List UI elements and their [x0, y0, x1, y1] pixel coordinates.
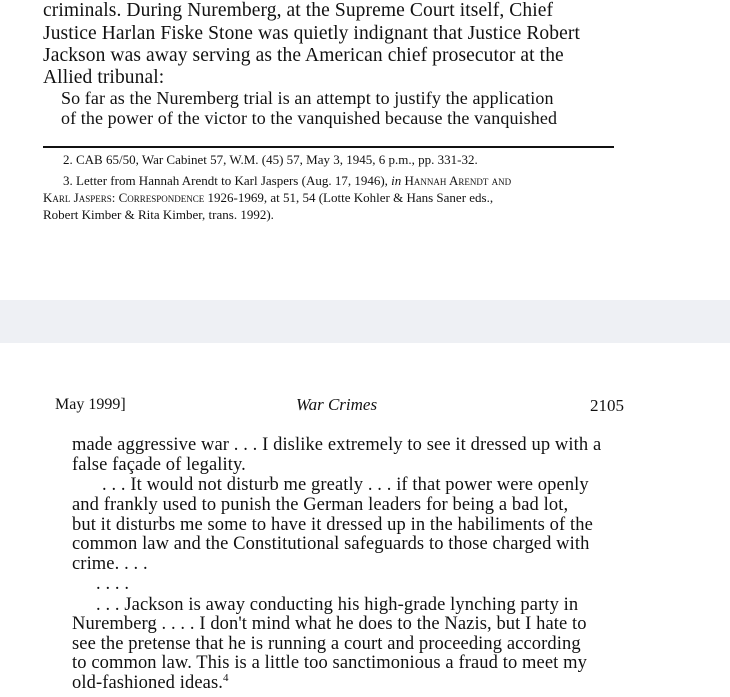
quote-line: false façade of legality.	[72, 455, 246, 475]
footnote-divider	[43, 146, 614, 148]
page-number: 2105	[590, 396, 624, 415]
body-line: Justice Harlan Fiske Stone was quietly indignant that Justice Robert	[43, 23, 581, 44]
footnote-3-line-2	[43, 189, 493, 207]
footnote-text: , at 51, 54 (Lotte Kohler & Hans Saner eds.,	[263, 190, 494, 205]
body-line: criminals. During Nuremberg, at the Supreme Court itself, Chief	[43, 0, 554, 21]
quote-line: . . . It would not disturb me greatly . . . if that power were openly	[102, 475, 589, 495]
footnote-text: in	[391, 173, 402, 188]
quote-line-last	[72, 674, 229, 694]
quote-line: . . . Jackson is away conducting his high-grade lynching party in	[96, 595, 579, 615]
quote-line: So far as the Nuremberg trial is an attempt to justify the application	[61, 88, 554, 108]
top-page	[0, 0, 730, 300]
quote-line: to common law. This is a little too sanctimonious a fraud to meet my	[72, 653, 587, 673]
page-separator	[0, 300, 730, 343]
running-header-date: May 1999]	[55, 396, 126, 413]
quote-line: crime. . . .	[72, 554, 148, 574]
quote-line: made aggressive war . . . I dislike extremely to see it dressed up with a	[72, 435, 602, 455]
footnote-reference[interactable]: 4	[223, 672, 229, 684]
footnote-2: 2. CAB 65/50, War Cabinet 57, W.M. (45) 57, May 3, 1945, 6 p.m., pp. 331-32.	[63, 152, 478, 167]
footnote-3-line-1	[63, 172, 511, 190]
quote-line: Nuremberg . . . . I don't mind what he does to the Nazis, but I hate to	[72, 614, 587, 634]
footnote-book-author: Hannah Arendt and	[401, 173, 512, 188]
footnote-text: 3. Letter from Hannah Arendt to Karl Jaspers (Aug. 17, 1946),	[63, 173, 392, 188]
quote-line: see the pretense that he is running a court and proceeding according	[72, 634, 581, 654]
body-line: Allied tribunal:	[43, 67, 165, 88]
footnote-3-line-3: Robert Kimber & Rita Kimber, trans. 1992).	[43, 207, 274, 222]
quote-line: but it disturbs me some to have it dressed up in the habiliments of the	[72, 515, 593, 535]
body-line: Jackson was away serving as the American chief prosecutor at the	[43, 45, 564, 66]
quote-text: old-fashioned ideas.	[72, 673, 223, 693]
running-header-title: War Crimes	[296, 395, 378, 414]
quote-line: common law and the Constitutional safeguards to those charged with	[72, 534, 590, 554]
quote-line: and frankly used to punish the German leaders for being a bad lot,	[72, 495, 569, 515]
footnote-book-title: Karl Jaspers: Correspondence 1926-1969	[43, 190, 264, 205]
ellipsis-line: . . . .	[96, 574, 130, 594]
quote-line: of the power of the victor to the vanquished because the vanquished	[61, 108, 558, 128]
